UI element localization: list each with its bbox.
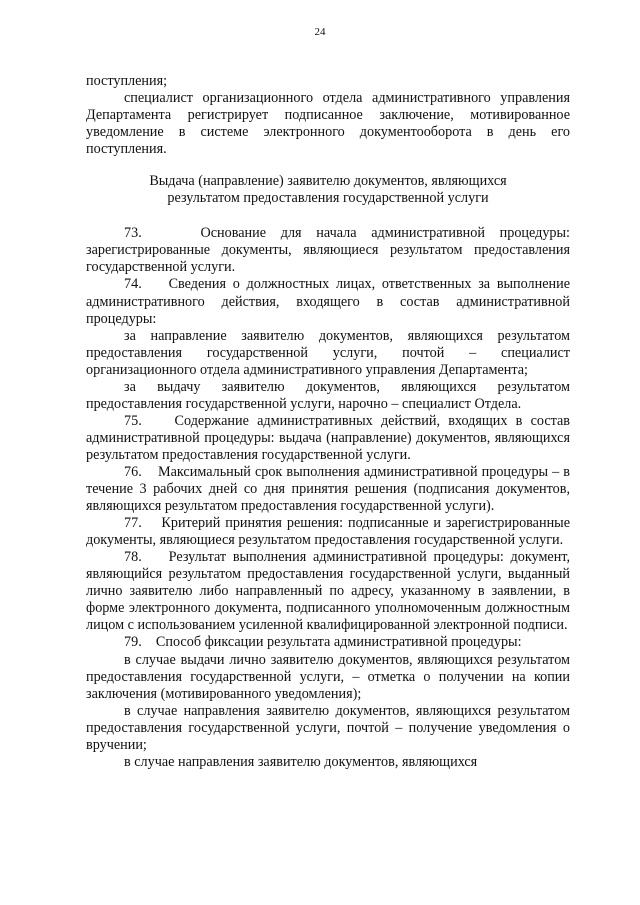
- document-body: [86, 73, 570, 771]
- paragraph-73: 73. Основание для начала административной процедуры: зарегистрированные документы, являющиеся результатом предоставления государственной услуги.: [86, 225, 570, 276]
- section-heading-line-1: Выдача (направление) заявителю документов, являющихся: [149, 173, 507, 190]
- paragraph-74-item-hand: за выдачу заявителю документов, являющихся результатом предоставления государственной услуги, нарочно – специалист Отдела.: [86, 378, 570, 412]
- spacer: [86, 158, 570, 173]
- paragraph-74-item-mail: за направление заявителю документов, являющихся результатом предоставления государственной услуги, почтой – специалист организационного отдела административного управления Департамента;: [86, 327, 570, 378]
- paragraph-79-item-personal: в случае выдачи лично заявителю документов, являющихся результатом предоставления государственной услуги, – отметка о получении на копии заключения (мотивированного уведомления);: [86, 651, 570, 702]
- page-number: 24: [314, 26, 326, 38]
- paragraph-continuation: поступления;: [86, 73, 168, 89]
- section-heading-line-2: результатом предоставления государственной услуги: [167, 190, 489, 207]
- paragraph-77: 77. Критерий принятия решения: подписанные и зарегистрированные документы, являющиеся результатом предоставления государственной услуги.: [86, 515, 570, 549]
- spacer: [86, 207, 570, 225]
- paragraph-registration: специалист организационного отдела административного управления Департамента регистрирует подписанное заключение, мотивированное уведомление в системе электронного документооборота в день его поступления.: [86, 90, 570, 158]
- paragraph-74: 74. Сведения о должностных лицах, ответственных за выполнение административного действия, входящего в состав административной процедуры:: [86, 276, 570, 327]
- paragraph-79-item-continued: в случае направления заявителю документов, являющихся: [124, 753, 478, 770]
- paragraph-76: 76. Максимальный срок выполнения административной процедуры – в течение 3 рабочих дней со дня принятия решения (подписания документов, являющихся результатом предоставления государственной услуги).: [86, 463, 570, 515]
- paragraph-79-item-mail: в случае направления заявителю документов, являющихся результатом предоставления государственной услуги, почтой – получение уведомления о вручении;: [86, 702, 570, 753]
- paragraph-75: 75. Содержание административных действий, входящих в состав административной процедуры: выдача (направление) документов, являющихся результатом предоставления государственной услуги.: [86, 412, 570, 463]
- paragraph-79: 79. Способ фиксации результата административной процедуры:: [124, 634, 522, 651]
- paragraph-78: 78. Результат выполнения административной процедуры: документ, являющийся результатом предоставления государственной услуги, выданный лично заявителю либо направленный по адресу, указанному в заявлении, в форме электронного документа, подписанного уполномоченным должностным лицом с использованием усиленной квалифицированной электронной подписи.: [86, 549, 570, 634]
